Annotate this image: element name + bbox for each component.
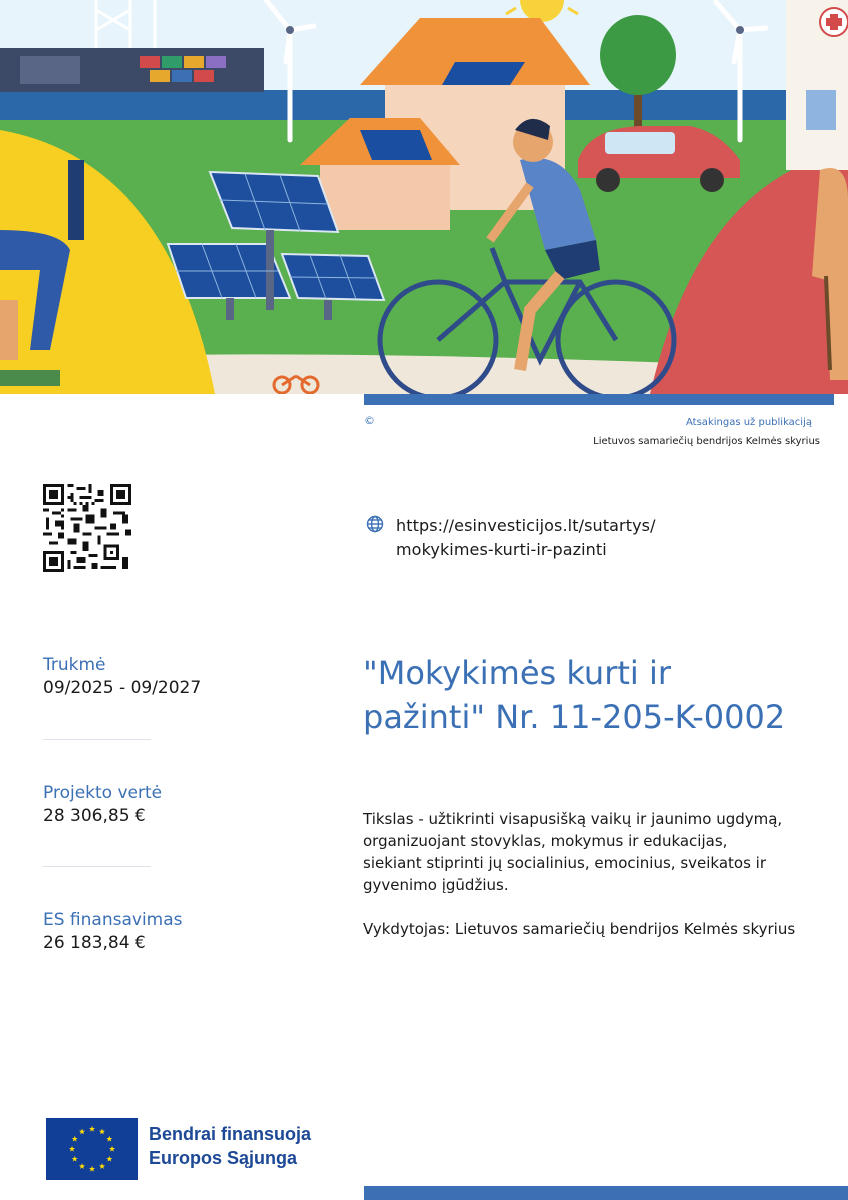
globe-icon	[366, 515, 384, 533]
copyright-symbol: ©	[364, 414, 375, 427]
eu-star	[79, 1128, 85, 1134]
responsible-name: Lietuvos samariečių bendrijos Kelmės skyrius	[593, 436, 820, 447]
eu-star	[79, 1163, 85, 1169]
eu-flag-logo	[46, 1118, 138, 1180]
project-title: "Mokykimės kurti ir pažinti" Nr. 11-205-K-0002	[363, 654, 786, 736]
eu-funding-block	[43, 909, 283, 955]
duration-label: Trukmė	[43, 655, 106, 675]
eu-star	[109, 1146, 115, 1152]
eu-star	[89, 1126, 95, 1132]
project-goal	[363, 808, 813, 896]
hero-illustration	[0, 0, 848, 394]
goal-text-1: Tikslas - užtikrinti visapusišką vaikų ir jaunimo ugdymą, organizuojant stovyklas, mokymus ir edukacijas,	[363, 810, 783, 850]
eu-star	[99, 1163, 105, 1169]
divider	[43, 866, 151, 867]
eu-star	[89, 1166, 95, 1172]
project-description	[363, 808, 813, 962]
accent-bar-top	[364, 394, 834, 405]
duration-value: 09/2025 - 09/2027	[43, 678, 202, 698]
responsible-label: Atsakingas už publikaciją	[686, 417, 812, 428]
qr-code[interactable]	[42, 484, 132, 572]
project-value-block	[43, 782, 283, 828]
eu-star	[69, 1146, 75, 1152]
eu-text-line-2: Europos Sąjunga	[149, 1148, 298, 1168]
url-line-1[interactable]: https://esinvesticijos.lt/sutartys/	[396, 516, 656, 535]
project-value-label: Projekto vertė	[43, 783, 163, 803]
eu-star	[106, 1156, 112, 1162]
accent-bar-bottom	[364, 1186, 848, 1200]
eu-funding-amount: 26 183,84 €	[43, 933, 146, 953]
duration-block	[43, 654, 283, 700]
divider	[43, 739, 151, 740]
project-executor: Vykdytojas: Lietuvos samariečių bendrijos Kelmės skyrius	[363, 920, 796, 938]
eu-star	[99, 1128, 105, 1134]
eu-text-line-1: Bendrai finansuoja	[149, 1124, 312, 1144]
eu-star	[72, 1136, 78, 1142]
eu-funding-label: ES finansavimas	[43, 910, 183, 930]
eu-cofunding-text	[149, 1122, 311, 1170]
url-line-2[interactable]: mokykimes-kurti-ir-pazinti	[396, 540, 607, 559]
eu-star	[106, 1136, 112, 1142]
project-url-link[interactable]	[396, 514, 816, 562]
eu-star	[72, 1156, 78, 1162]
project-value-amount: 28 306,85 €	[43, 806, 146, 826]
goal-text-2: siekiant stiprinti jų socialinius, emocinius, sveikatos ir gyvenimo įgūdžius.	[363, 854, 767, 894]
